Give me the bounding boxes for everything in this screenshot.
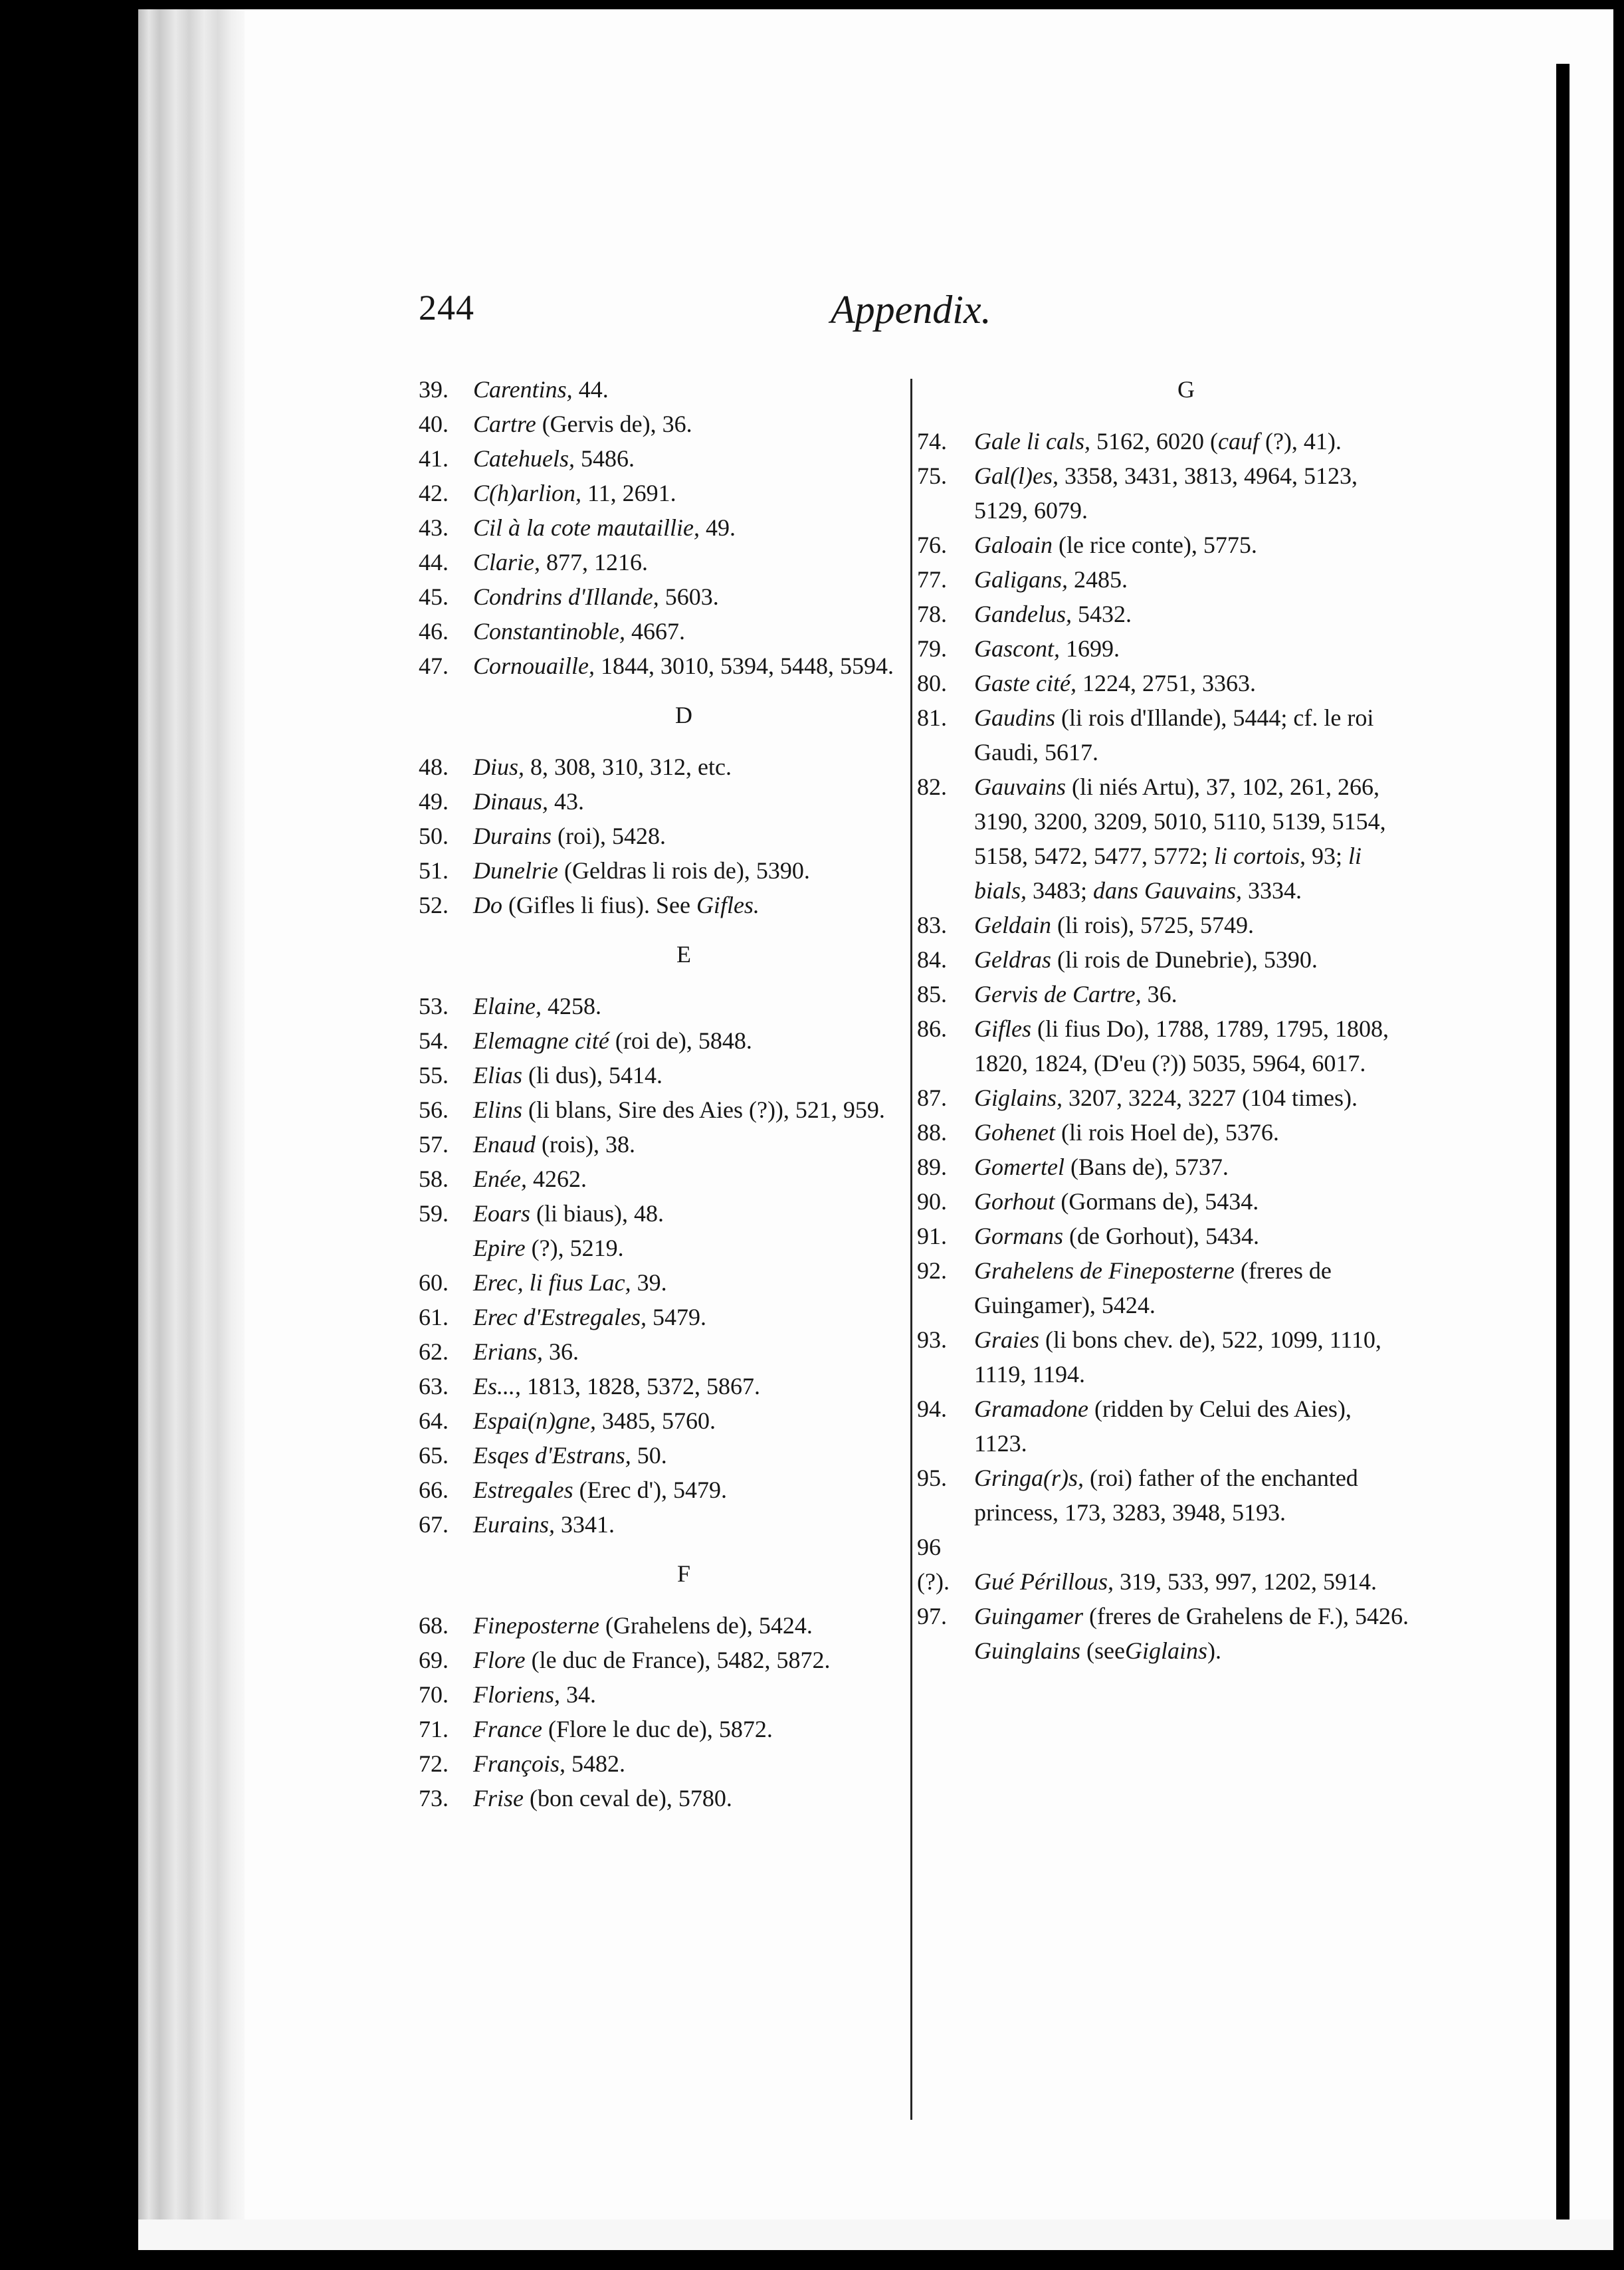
entry-number: 93. bbox=[917, 1326, 947, 1353]
entry-number: 88. bbox=[917, 1119, 947, 1146]
entry-text: (Gormans de), 5434. bbox=[1055, 1188, 1259, 1215]
entry-text: (roi de), 5848. bbox=[609, 1027, 752, 1054]
entry-term: Cartre bbox=[473, 411, 536, 437]
index-entry bbox=[917, 908, 1409, 942]
entry-term: Gringa(r)s, bbox=[974, 1465, 1084, 1491]
entry-text: (roi) father of the enchanted princess, 173, 3283, 3948, 5193. bbox=[974, 1465, 1358, 1526]
entry-term: Eoars bbox=[473, 1200, 531, 1227]
entry-text: (le rice conte), 5775. bbox=[1053, 532, 1257, 558]
entry-number: 91. bbox=[917, 1223, 947, 1249]
entry-term: Cil à la cote mautaillie, bbox=[473, 514, 700, 541]
entry-text: (bon ceval de), 5780. bbox=[524, 1785, 732, 1811]
entry-term: Gal(l)es, bbox=[974, 463, 1059, 489]
index-entry bbox=[419, 614, 902, 649]
entry-text: 44. bbox=[572, 376, 609, 403]
entry-number: 90. bbox=[917, 1188, 947, 1215]
entry-term: Do bbox=[473, 892, 502, 918]
entry-text: 5486. bbox=[574, 445, 635, 472]
entry-number: 68. bbox=[419, 1612, 449, 1639]
entry-term: Galigans, bbox=[974, 566, 1068, 593]
index-entry bbox=[419, 1092, 902, 1127]
entry-text: 8, 308, 310, 312, etc. bbox=[524, 754, 732, 780]
entry-term: Gomertel bbox=[974, 1154, 1065, 1180]
index-entry bbox=[419, 1127, 902, 1162]
entry-term: Gifles. bbox=[690, 892, 760, 918]
entry-number: 62. bbox=[419, 1338, 449, 1365]
entry-text: (?), 5219. bbox=[525, 1235, 624, 1261]
index-entry bbox=[419, 372, 902, 407]
entry-text: (see bbox=[1080, 1637, 1125, 1664]
section-letter: D bbox=[675, 702, 692, 728]
index-entry bbox=[917, 1633, 1409, 1668]
entry-number: 55. bbox=[419, 1062, 449, 1088]
entry-term: dans Gauvains, bbox=[1087, 877, 1243, 904]
entry-term: Fineposterne bbox=[473, 1612, 599, 1639]
index-entry bbox=[419, 649, 902, 683]
entry-text: 2485. bbox=[1068, 566, 1128, 593]
entry-text: (freres de Guingamer), 5424. bbox=[974, 1257, 1332, 1318]
entry-text: 5482. bbox=[565, 1750, 625, 1777]
entry-term: Galoain bbox=[974, 532, 1053, 558]
index-entry bbox=[419, 545, 902, 579]
index-entry bbox=[419, 1781, 902, 1815]
entry-term: Gaudins bbox=[974, 704, 1056, 731]
index-entry bbox=[419, 750, 902, 784]
entry-text: 5162, 6020 ( bbox=[1090, 428, 1218, 455]
index-entry bbox=[419, 1023, 902, 1058]
index-entry bbox=[419, 1300, 902, 1334]
entry-term: Esqes d'Estrans, bbox=[473, 1442, 631, 1469]
entry-number: 47. bbox=[419, 653, 449, 679]
index-entry bbox=[419, 1643, 902, 1677]
index-entry bbox=[419, 1231, 902, 1265]
entry-number: 82. bbox=[917, 774, 947, 800]
entry-term: Grahelens de Fineposterne bbox=[974, 1257, 1235, 1284]
entry-term: Catehuels, bbox=[473, 445, 575, 472]
entry-number: 60. bbox=[419, 1269, 449, 1296]
entry-number: 61. bbox=[419, 1304, 449, 1330]
entry-number: 79. bbox=[917, 635, 947, 662]
entry-number: 67. bbox=[419, 1511, 449, 1538]
entry-term: Erians, bbox=[473, 1338, 544, 1365]
entry-number: 54. bbox=[419, 1027, 449, 1054]
entry-number: 39. bbox=[419, 376, 449, 403]
entry-text: 4667. bbox=[625, 618, 686, 645]
index-entry bbox=[419, 819, 902, 853]
right-page-strip bbox=[1570, 9, 1613, 2250]
entry-number: 89. bbox=[917, 1154, 947, 1180]
entry-text: (le duc de France), 5482, 5872. bbox=[525, 1647, 831, 1673]
entry-text: 1224, 2751, 3363. bbox=[1076, 670, 1256, 696]
entry-term: Gauvains bbox=[974, 774, 1066, 800]
entry-number: 75. bbox=[917, 463, 947, 489]
entry-number: 84. bbox=[917, 946, 947, 973]
entry-term: Graies bbox=[974, 1326, 1039, 1353]
entry-number: 45. bbox=[419, 583, 449, 610]
index-entry bbox=[419, 579, 902, 614]
entry-term: Erec, li fius Lac, bbox=[473, 1269, 631, 1296]
entry-term: Gale li cals, bbox=[974, 428, 1090, 455]
entry-number: 87. bbox=[917, 1084, 947, 1111]
entry-term: Estregales bbox=[473, 1477, 573, 1503]
entry-term: Geldras bbox=[974, 946, 1051, 973]
entry-text: 5479. bbox=[646, 1304, 706, 1330]
entry-number: 92. bbox=[917, 1257, 947, 1284]
index-entry bbox=[917, 459, 1409, 528]
index-entry bbox=[917, 770, 1409, 908]
entry-text: (Erec d'), 5479. bbox=[573, 1477, 728, 1503]
entry-text: 1813, 1828, 5372, 5867. bbox=[521, 1373, 760, 1399]
entry-text: 3207, 3224, 3227 (104 times). bbox=[1063, 1084, 1358, 1111]
entry-text: (li rois Hoel de), 5376. bbox=[1055, 1119, 1279, 1146]
entry-number: 53. bbox=[419, 993, 449, 1019]
column-divider bbox=[910, 379, 912, 2120]
entry-term: Eurains, bbox=[473, 1511, 556, 1538]
entry-number: 69. bbox=[419, 1647, 449, 1673]
entry-number: 59. bbox=[419, 1200, 449, 1227]
entry-term: Condrins d'Illande, bbox=[473, 583, 659, 610]
index-entry bbox=[419, 1746, 902, 1781]
index-entry bbox=[419, 989, 902, 1023]
entry-term: Giglains, bbox=[974, 1084, 1063, 1111]
entry-term: Gandelus, bbox=[974, 601, 1072, 627]
entry-text: (?), 41). bbox=[1259, 428, 1342, 455]
entry-text: 34. bbox=[560, 1681, 596, 1708]
entry-text: 50. bbox=[631, 1442, 667, 1469]
index-entry bbox=[917, 528, 1409, 562]
entry-number: 40. bbox=[419, 411, 449, 437]
index-entry bbox=[419, 1507, 902, 1542]
index-entry bbox=[917, 1530, 1409, 1599]
entry-text: (li rois de Dunebrie), 5390. bbox=[1051, 946, 1318, 973]
entry-number: 43. bbox=[419, 514, 449, 541]
entry-term: François, bbox=[473, 1750, 565, 1777]
entry-term: Gaste cité, bbox=[974, 670, 1076, 696]
entry-number: 71. bbox=[419, 1716, 449, 1742]
entry-text: (li fius Do), 1788, 1789, 1795, 1808, 1820, 1824, (D'eu (?)) 5035, 5964, 6017. bbox=[974, 1015, 1389, 1077]
entry-number: 74. bbox=[917, 428, 947, 455]
index-entry bbox=[419, 1369, 902, 1403]
entry-term: Flore bbox=[473, 1647, 526, 1673]
entry-text: (li biaus), 48. bbox=[530, 1200, 664, 1227]
entry-text: ). bbox=[1207, 1637, 1221, 1664]
entry-text: (li niés Artu), 37, 102, 261, 266, 3190, 3200, 3209, 5010, 5110, 5139, 5154, 5158, 5472, 5477, 5772; bbox=[974, 774, 1386, 869]
entry-text: 3358, 3431, 3813, 4964, 5123, 5129, 6079. bbox=[974, 463, 1358, 524]
entry-number: 97. bbox=[917, 1603, 947, 1629]
entry-number: 95. bbox=[917, 1465, 947, 1491]
entry-text: 3483; bbox=[1027, 877, 1088, 904]
index-entry bbox=[917, 1184, 1409, 1219]
entry-term: Floriens, bbox=[473, 1681, 560, 1708]
entry-text: 5432. bbox=[1072, 601, 1132, 627]
entry-number: 41. bbox=[419, 445, 449, 472]
entry-text: (li bons chev. de), 522, 1099, 1110, 1119, 1194. bbox=[974, 1326, 1381, 1388]
index-entry bbox=[917, 1392, 1409, 1461]
entry-text: (Flore le duc de), 5872. bbox=[542, 1716, 773, 1742]
entry-number: 72. bbox=[419, 1750, 449, 1777]
running-title: Appendix. bbox=[831, 288, 991, 332]
entry-term: Erec d'Estregales, bbox=[473, 1304, 647, 1330]
entry-term: Guinglains bbox=[974, 1637, 1081, 1664]
entry-text: 1699. bbox=[1060, 635, 1120, 662]
index-entry bbox=[917, 1599, 1409, 1633]
entry-text: (rois), 38. bbox=[536, 1131, 635, 1158]
index-entry bbox=[917, 1011, 1409, 1081]
entry-text: (li dus), 5414. bbox=[522, 1062, 663, 1088]
entry-number: 83. bbox=[917, 912, 947, 938]
entry-text: 3485, 5760. bbox=[595, 1407, 716, 1434]
index-right-column bbox=[917, 372, 1409, 1668]
entry-number: 76. bbox=[917, 532, 947, 558]
entry-term: Clarie, bbox=[473, 549, 541, 575]
entry-text: (Bans de), 5737. bbox=[1064, 1154, 1229, 1180]
entry-number: 86. bbox=[917, 1015, 947, 1042]
entry-term: France bbox=[473, 1716, 542, 1742]
entry-term: Constantinoble, bbox=[473, 618, 626, 645]
entry-term: Gramadone bbox=[974, 1395, 1088, 1422]
entry-number: 46. bbox=[419, 618, 449, 645]
entry-number: 44. bbox=[419, 549, 449, 575]
entry-text: 3334. bbox=[1242, 877, 1302, 904]
appendix-text-area bbox=[419, 290, 1415, 2190]
entry-text: 877, 1216. bbox=[540, 549, 649, 575]
entry-text: 5603. bbox=[659, 583, 719, 610]
section-letter: E bbox=[676, 941, 691, 968]
entry-number: 52. bbox=[419, 892, 449, 918]
entry-number: 42. bbox=[419, 480, 449, 506]
index-entry bbox=[419, 476, 902, 510]
entry-text: 11, 2691. bbox=[581, 480, 676, 506]
entry-term: Gifles bbox=[974, 1015, 1031, 1042]
entry-term: Elemagne cité bbox=[473, 1027, 609, 1054]
index-entry bbox=[419, 1677, 902, 1712]
index-entry bbox=[917, 942, 1409, 977]
entry-text: (Grahelens de), 5424. bbox=[599, 1612, 813, 1639]
entry-term: Epire bbox=[473, 1235, 526, 1261]
entry-term: Gohenet bbox=[974, 1119, 1055, 1146]
entry-term: C(h)arlion, bbox=[473, 480, 582, 506]
entry-text: 36. bbox=[543, 1338, 579, 1365]
index-entry bbox=[419, 1334, 902, 1369]
entry-number: 85. bbox=[917, 981, 947, 1007]
entry-term: Es..., bbox=[473, 1373, 521, 1399]
entry-text: 4262. bbox=[526, 1166, 587, 1192]
entry-number: 78. bbox=[917, 601, 947, 627]
index-left-column bbox=[419, 372, 902, 1815]
index-entry bbox=[419, 1196, 902, 1231]
entry-term: Frise bbox=[473, 1785, 524, 1811]
index-entry bbox=[419, 1608, 902, 1643]
index-entry bbox=[917, 1461, 1409, 1530]
entry-text: (Gervis de), 36. bbox=[536, 411, 692, 437]
entry-text: 3341. bbox=[555, 1511, 615, 1538]
entry-term: cauf bbox=[1217, 428, 1259, 455]
index-entry bbox=[917, 1150, 1409, 1184]
entry-term: Dunelrie bbox=[473, 857, 558, 884]
index-entry bbox=[917, 631, 1409, 666]
entry-text: 36. bbox=[1141, 981, 1177, 1007]
entry-term: Cornouaille, bbox=[473, 653, 595, 679]
entry-term: Espai(n)gne, bbox=[473, 1407, 596, 1434]
book-page-edges bbox=[138, 9, 245, 2250]
section-letter: G bbox=[1177, 376, 1195, 403]
entry-text: (roi), 5428. bbox=[552, 823, 666, 849]
entry-text: (de Gorhout), 5434. bbox=[1063, 1223, 1259, 1249]
index-entry bbox=[419, 1265, 902, 1300]
index-entry bbox=[419, 510, 902, 545]
index-entry bbox=[917, 1081, 1409, 1115]
entry-term: Durains bbox=[473, 823, 552, 849]
index-entry bbox=[419, 441, 902, 476]
entry-number: 81. bbox=[917, 704, 947, 731]
entry-term: Guingamer bbox=[974, 1603, 1083, 1629]
entry-term: li cortois, bbox=[1208, 843, 1306, 869]
index-entry bbox=[917, 424, 1409, 459]
entry-number: 51. bbox=[419, 857, 449, 884]
entry-term: Dinaus, bbox=[473, 788, 549, 815]
entry-number: 80. bbox=[917, 670, 947, 696]
index-entry bbox=[917, 1253, 1409, 1322]
entry-term: Gervis de Cartre, bbox=[974, 981, 1142, 1007]
entry-number: 48. bbox=[419, 754, 449, 780]
right-black-band bbox=[1556, 64, 1570, 2223]
index-entry bbox=[917, 977, 1409, 1011]
entry-term: Gué Périllous, bbox=[974, 1568, 1114, 1595]
bottom-page-edge bbox=[138, 2219, 1613, 2250]
index-entry bbox=[419, 1403, 902, 1438]
entry-number: 77. bbox=[917, 566, 947, 593]
entry-number: 57. bbox=[419, 1131, 449, 1158]
index-entry bbox=[419, 853, 902, 888]
entry-term: Dius, bbox=[473, 754, 525, 780]
entry-term: Giglains bbox=[1124, 1637, 1207, 1664]
entry-term: Geldain bbox=[974, 912, 1051, 938]
entry-text: 39. bbox=[631, 1269, 667, 1296]
entry-number: 50. bbox=[419, 823, 449, 849]
index-entry bbox=[419, 407, 902, 441]
index-entry bbox=[917, 666, 1409, 700]
entry-text: 319, 533, 997, 1202, 5914. bbox=[1113, 1568, 1377, 1595]
entry-number: 66. bbox=[419, 1477, 449, 1503]
entry-term: Elaine, bbox=[473, 993, 542, 1019]
entry-term: Gorhout bbox=[974, 1188, 1055, 1215]
index-entry bbox=[419, 1438, 902, 1473]
entry-text: 93; bbox=[1306, 843, 1343, 869]
entry-term: Elins bbox=[473, 1096, 523, 1123]
entry-number: 58. bbox=[419, 1166, 449, 1192]
entry-text: (Geldras li rois de), 5390. bbox=[558, 857, 810, 884]
index-entry bbox=[419, 1473, 902, 1507]
entry-text: 43. bbox=[548, 788, 585, 815]
index-entry bbox=[419, 1162, 902, 1196]
entry-text: (ridden by Celui des Aies), 1123. bbox=[974, 1395, 1352, 1457]
entry-text: (li blans, Sire des Aies (?)), 521, 959. bbox=[522, 1096, 885, 1123]
entry-term: Gascont, bbox=[974, 635, 1060, 662]
index-entry bbox=[419, 1058, 902, 1092]
entry-term: Enée, bbox=[473, 1166, 527, 1192]
entry-text: (li rois), 5725, 5749. bbox=[1051, 912, 1254, 938]
entry-number: 49. bbox=[419, 788, 449, 815]
entry-number: 64. bbox=[419, 1407, 449, 1434]
entry-term: Elias bbox=[473, 1062, 523, 1088]
entry-number: 96 (?). bbox=[917, 1534, 950, 1595]
entry-number: 63. bbox=[419, 1373, 449, 1399]
index-entry bbox=[419, 888, 902, 922]
page-number: 244 bbox=[419, 288, 474, 328]
index-entry bbox=[917, 597, 1409, 631]
entry-term: li bials, bbox=[974, 843, 1362, 904]
entry-text: (li rois d'Illande), 5444; cf. le roi Gaudi, 5617. bbox=[974, 704, 1374, 766]
entry-number: 94. bbox=[917, 1395, 947, 1422]
index-entry bbox=[917, 1115, 1409, 1150]
entry-text: 4258. bbox=[541, 993, 601, 1019]
entry-number: 65. bbox=[419, 1442, 449, 1469]
entry-text: 49. bbox=[699, 514, 736, 541]
entry-term: Carentins, bbox=[473, 376, 573, 403]
index-entry bbox=[419, 784, 902, 819]
entry-term: Gormans bbox=[974, 1223, 1064, 1249]
entry-number: 56. bbox=[419, 1096, 449, 1123]
index-entry bbox=[917, 562, 1409, 597]
index-entry bbox=[917, 700, 1409, 770]
entry-term: Enaud bbox=[473, 1131, 536, 1158]
index-entry bbox=[419, 1712, 902, 1746]
entry-number: 70. bbox=[419, 1681, 449, 1708]
section-letter: F bbox=[676, 1560, 691, 1587]
entry-text: 1844, 3010, 5394, 5448, 5594. bbox=[595, 653, 894, 679]
entry-number: 73. bbox=[419, 1785, 449, 1811]
entry-text: (freres de Grahelens de F.), 5426. bbox=[1083, 1603, 1409, 1629]
index-entry bbox=[917, 1219, 1409, 1253]
entry-text: (Gifles li fius). See bbox=[502, 892, 690, 918]
index-entry bbox=[917, 1322, 1409, 1392]
